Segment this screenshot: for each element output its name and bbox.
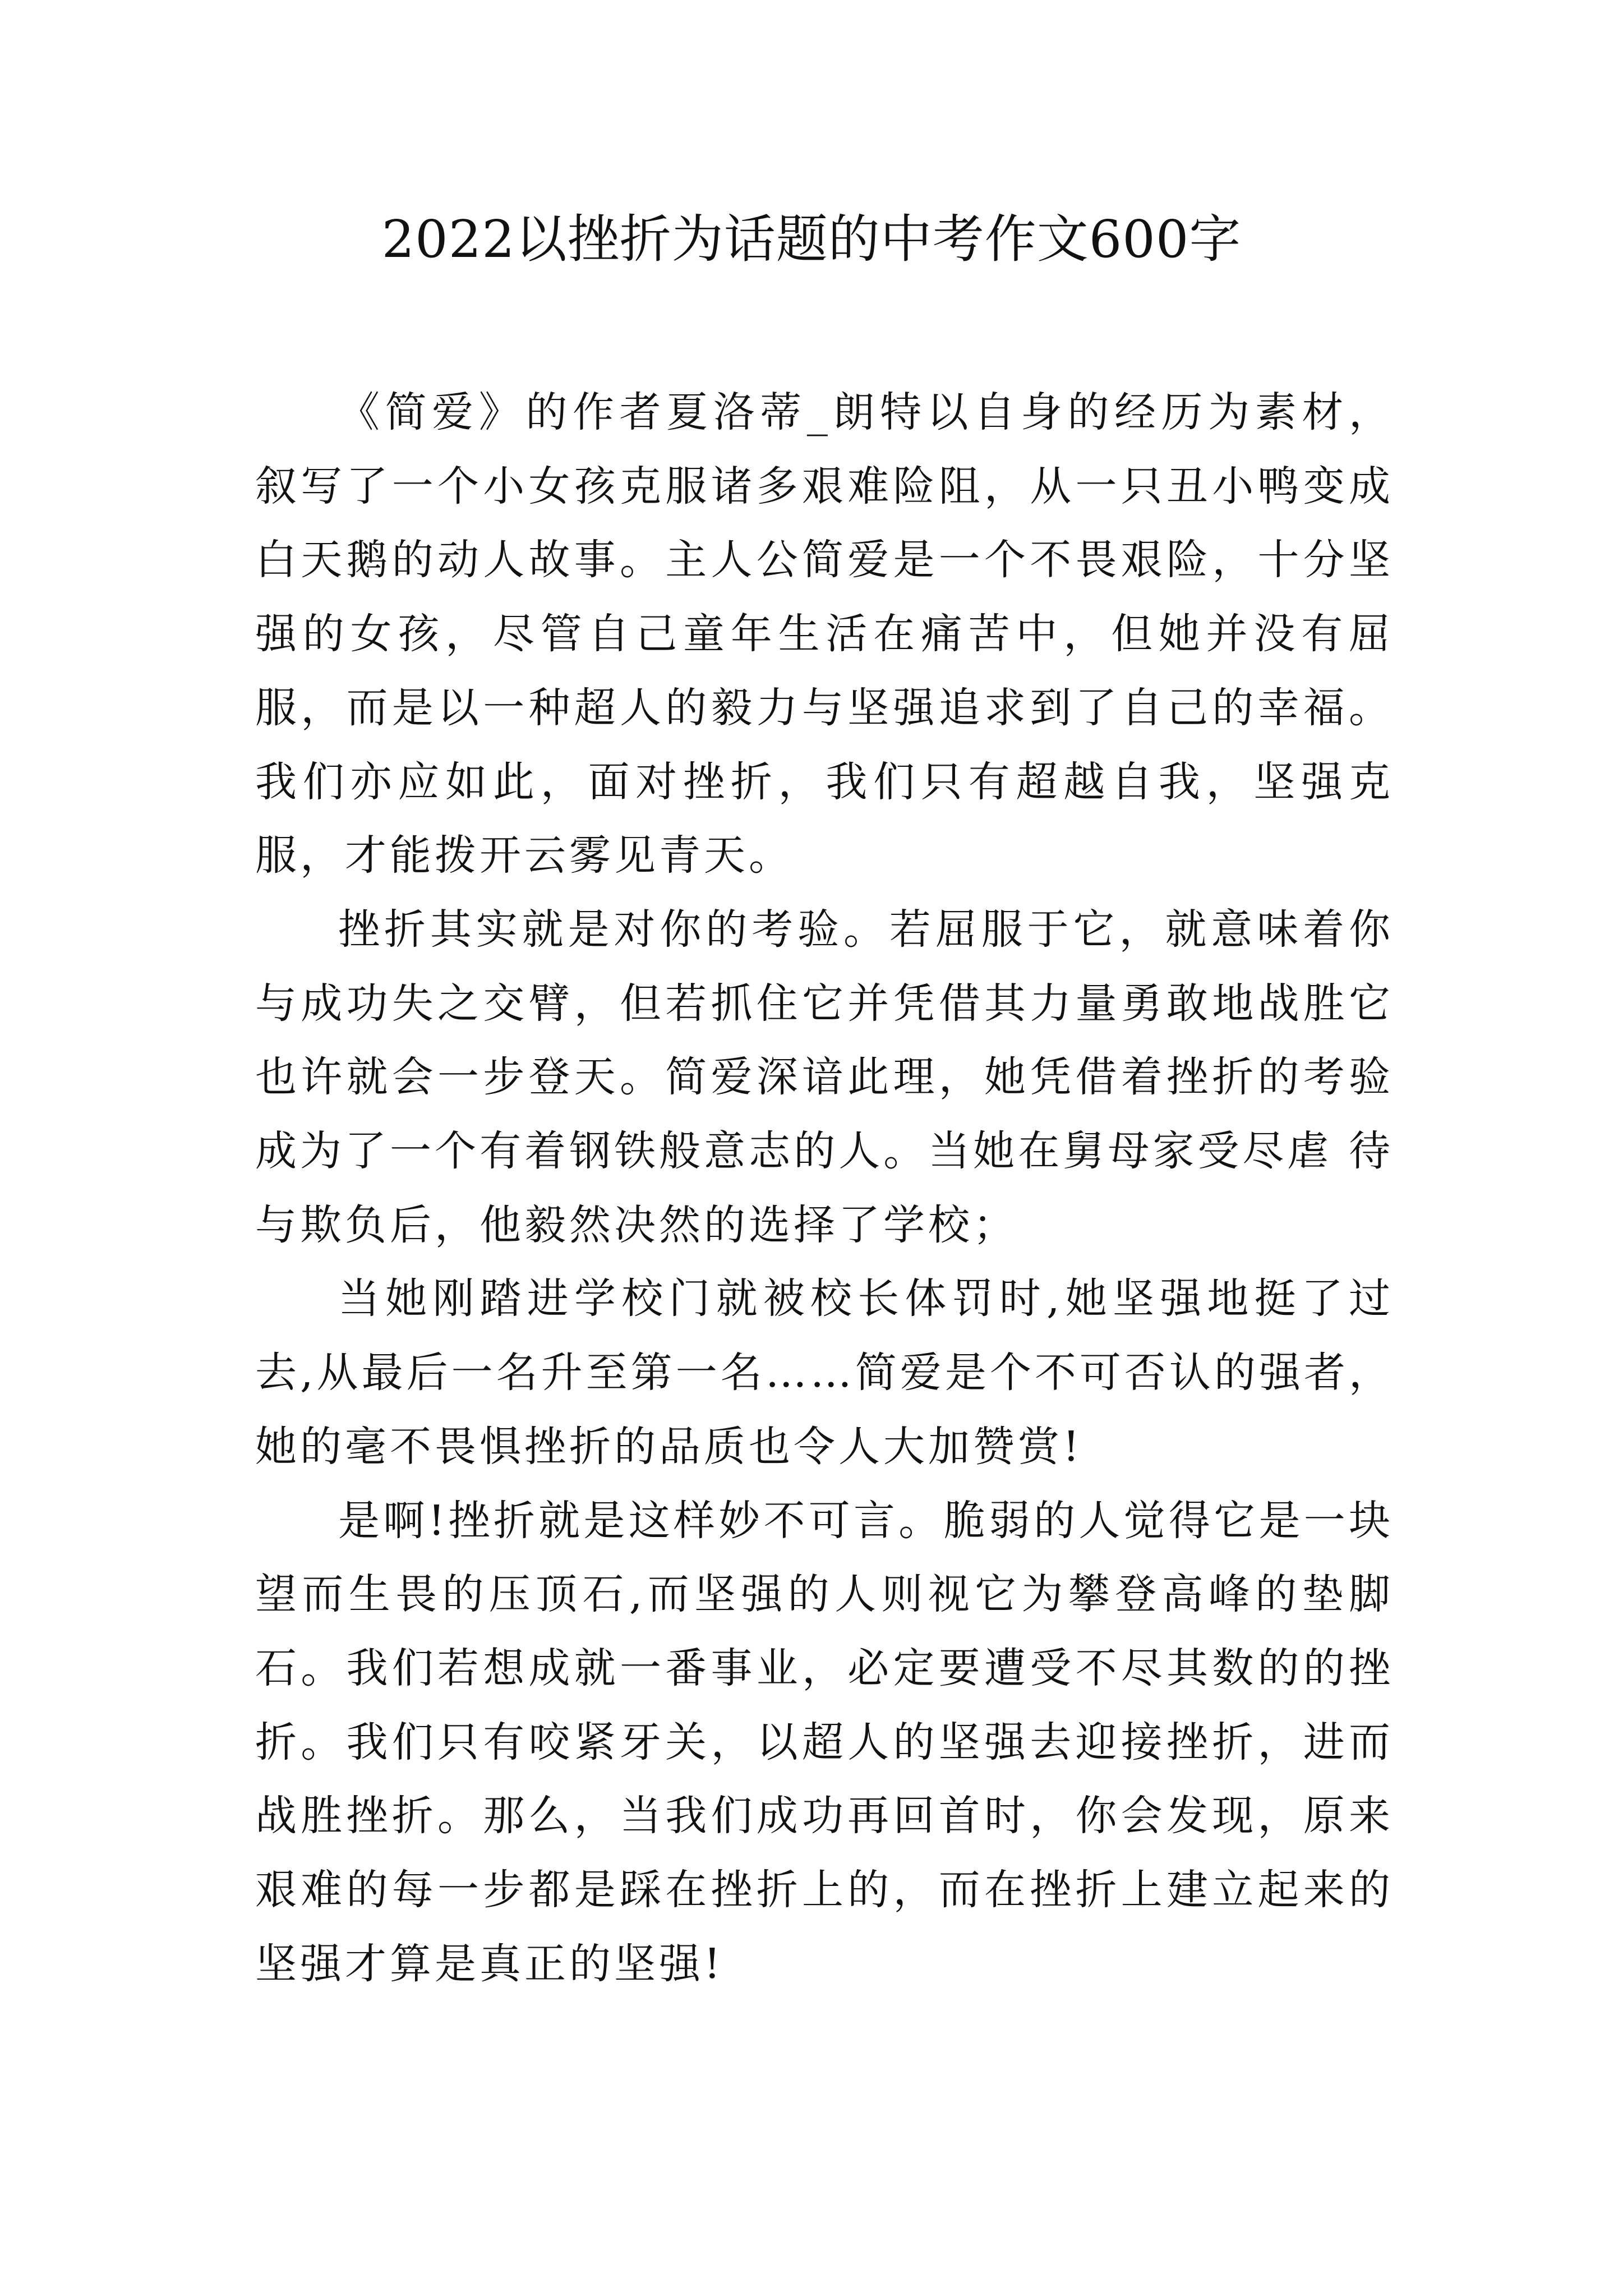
essay-body [255,376,1394,2001]
paragraph-3: 当她刚踏进学校门就被校长体罚时,她坚强地挺了过去,从最后一名升至第一名……简爱是个不可否认的强者，她的毫不畏惧挫折的品质也令人大加赞赏! [255,1274,1394,1471]
paragraph-2: 挫折其实就是对你的考验。若屈服于它，就意味着你与成功失之交臂，但若抓住它并凭借其力量勇敢地战胜它也许就会一步登天。简爱深谙此理，她凭借着挫折的考验成为了一个有着钢铁般意志的人。当她在舅母家受尽虐 待与欺负后，他毅然决然的选择了学校； [255,905,1394,1249]
page-title: 2022以挫折为话题的中考作文600字 [381,209,1242,269]
paragraph-1: 《简爱》的作者夏洛蒂_朗特以自身的经历为素材，叙写了一个小女孩克服诸多艰难险阻，从一只丑小鸭变成白天鹅的动人故事。主人公简爱是一个不畏艰险，十分坚强的女孩，尽管自己童年生活在痛苦中，但她并没有屈服，而是以一种超人的毅力与坚强追求到了自己的幸福。我们亦应如此，面对挫折，我们只有超越自我，坚强克服，才能拨开云雾见青天。 [255,388,1394,880]
paragraph-4: 是啊!挫折就是这样妙不可言。脆弱的人觉得它是一块望而生畏的压顶石,而坚强的人则视它为攀登高峰的垫脚石。我们若想成就一番事业，必定要遭受不尽其数的的挫折。我们只有咬紧牙关，以超人的坚强去迎接挫折，进而战胜挫折。那么，当我们成功再回首时，你会发现，原来艰难的每一步都是踩在挫折上的，而在挫折上建立起来的坚强才算是真正的坚强! [255,1496,1394,1988]
